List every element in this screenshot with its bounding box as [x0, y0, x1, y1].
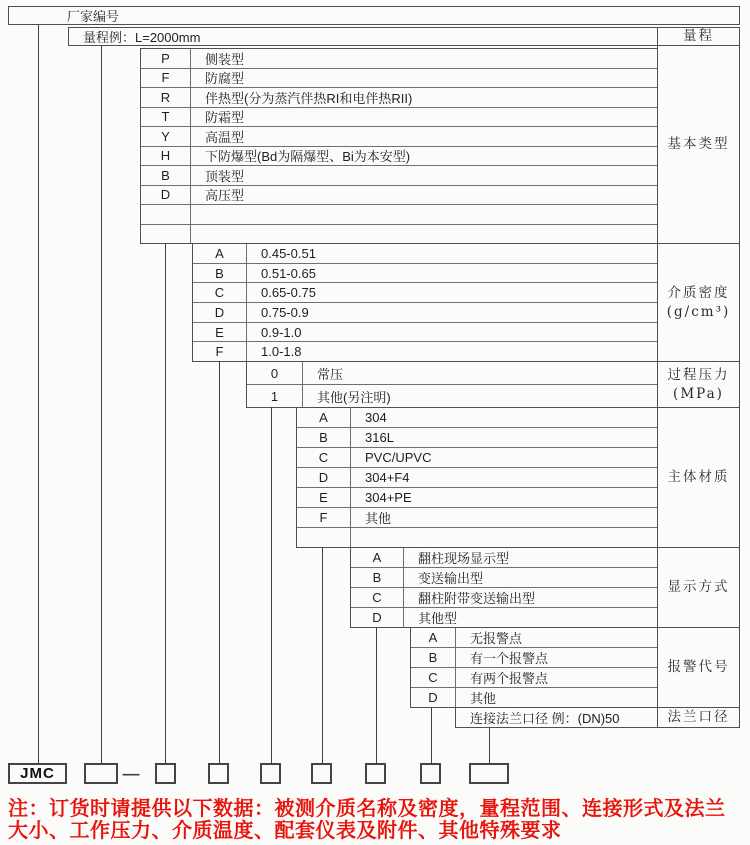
side-label-basic-type: 基本类型	[657, 45, 740, 244]
side-label-range: 量程	[657, 27, 740, 46]
table-row-empty	[297, 528, 657, 547]
desc-cell: 0.51-0.65	[261, 265, 316, 281]
table-row	[141, 49, 657, 69]
code-cell: D	[141, 186, 191, 205]
code-cell: B	[141, 166, 191, 185]
side-label-unit: (g/cm³)	[666, 303, 731, 320]
range-example-text: 量程例：L=2000mm	[83, 30, 201, 45]
code-cell	[297, 528, 351, 547]
table-row	[411, 688, 657, 707]
alarm-code-table	[410, 627, 658, 708]
code-cell: B	[351, 568, 404, 587]
desc-cell: 有一个报警点	[470, 651, 549, 666]
table-row	[193, 323, 657, 343]
table-row	[193, 303, 657, 323]
desc-cell: 伴热型(分为蒸汽伴热RI和电伴热RII)	[205, 90, 413, 106]
desc-cell: 0.45-0.51	[261, 245, 316, 261]
desc-cell: 下防爆型(Bd为隔爆型、Bi为本安型)	[205, 149, 411, 165]
table-row	[351, 548, 657, 568]
flange-size-row	[455, 707, 658, 728]
table-row	[141, 166, 657, 186]
model-prefix-box: JMC	[8, 763, 67, 784]
desc-cell: 0.9-1.0	[261, 324, 302, 340]
desc-cell: 高压型	[205, 188, 245, 204]
connector-display	[376, 627, 377, 763]
connector-material	[322, 547, 323, 763]
side-label-flange-size: 法兰口径	[657, 707, 740, 728]
code-cell: B	[193, 264, 247, 283]
manufacturer-code-label: 厂家编号	[67, 9, 120, 24]
code-cell: A	[297, 408, 351, 427]
display-mode-table	[350, 547, 658, 628]
medium-density-table	[192, 243, 658, 362]
table-row	[193, 342, 657, 361]
side-label-medium-density: 介质密度 (g/cm³)	[657, 243, 740, 362]
side-label-alarm-code: 报警代号	[657, 627, 740, 708]
table-row-empty	[141, 205, 657, 225]
code-cell: C	[351, 588, 404, 607]
code-separator-dash: —	[122, 763, 140, 783]
connector-basic-type	[165, 243, 166, 763]
code-cell: E	[193, 323, 247, 342]
code-box-display	[365, 763, 386, 784]
code-cell: D	[193, 303, 247, 322]
table-row	[297, 508, 657, 528]
desc-cell: 有两个报警点	[470, 671, 549, 686]
connector-alarm	[431, 707, 432, 763]
table-row	[193, 264, 657, 284]
table-row	[297, 448, 657, 468]
desc-cell: 翻柱现场显示型	[418, 551, 510, 566]
flange-size-text: 连接法兰口径 例：(DN)50	[470, 711, 620, 726]
desc-cell: PVC/UPVC	[365, 450, 432, 465]
table-row	[411, 628, 657, 648]
desc-cell: 高温型	[205, 129, 245, 145]
code-box-pressure	[260, 763, 281, 784]
code-box-alarm	[420, 763, 441, 784]
code-cell: A	[411, 628, 456, 647]
table-row	[297, 428, 657, 448]
desc-cell: 防腐型	[205, 71, 245, 87]
desc-cell: 其他	[470, 691, 497, 706]
desc-cell: 其他(另注明)	[317, 389, 391, 405]
code-cell: B	[297, 428, 351, 447]
desc-cell: 304+F4	[365, 470, 410, 485]
basic-type-table	[140, 48, 658, 244]
table-row-empty	[141, 225, 657, 244]
table-row	[193, 283, 657, 303]
desc-cell	[351, 528, 657, 547]
desc-cell: 0.65-0.75	[261, 285, 316, 301]
code-cell: C	[297, 448, 351, 467]
side-label-unit: (MPa)	[673, 385, 724, 402]
code-cell: D	[297, 468, 351, 487]
table-row	[247, 362, 657, 385]
table-row	[141, 69, 657, 89]
code-cell: H	[141, 147, 191, 166]
code-cell: P	[141, 49, 191, 68]
code-cell	[141, 225, 191, 244]
code-cell: C	[193, 283, 247, 302]
body-material-table	[296, 407, 658, 548]
manufacturer-code-row	[8, 6, 740, 25]
desc-cell: 其他型	[418, 611, 458, 626]
code-box-density	[208, 763, 229, 784]
code-cell: D	[411, 688, 456, 707]
table-row	[411, 668, 657, 688]
desc-cell: 304	[365, 410, 387, 425]
code-cell: D	[351, 608, 404, 627]
desc-cell: 变送输出型	[418, 571, 484, 586]
ordering-note-line2: 大小、工作压力、介质温度、配套仪表及附件、其他特殊要求	[8, 820, 562, 842]
desc-cell: 其他	[365, 511, 392, 526]
desc-cell: 防霜型	[205, 110, 245, 126]
code-cell: F	[193, 342, 247, 361]
table-row	[141, 88, 657, 108]
table-row	[141, 108, 657, 128]
connector-manufacturer	[38, 25, 39, 763]
table-row	[141, 147, 657, 167]
table-row	[411, 648, 657, 668]
code-box-material	[311, 763, 332, 784]
desc-cell: 0.75-0.9	[261, 304, 309, 320]
code-cell	[141, 205, 191, 224]
code-cell: T	[141, 108, 191, 127]
desc-cell: 1.0-1.8	[261, 344, 302, 360]
table-row	[193, 244, 657, 264]
connector-flange	[489, 727, 490, 763]
desc-cell: 316L	[365, 430, 394, 445]
connector-range	[101, 45, 102, 763]
code-cell: A	[193, 244, 247, 263]
code-box-flange	[469, 763, 509, 784]
desc-cell	[191, 205, 657, 224]
code-box-basic-type	[155, 763, 176, 784]
ordering-note	[8, 798, 726, 842]
table-row	[297, 488, 657, 508]
ordering-note-line1: 注：订货时请提供以下数据：被测介质名称及密度，量程范围、连接形式及法兰	[8, 798, 726, 820]
connector-density	[219, 361, 220, 763]
desc-cell: 侧装型	[205, 51, 245, 67]
process-pressure-table	[246, 361, 658, 408]
desc-cell: 顶装型	[205, 168, 245, 184]
table-row	[297, 408, 657, 428]
desc-cell	[191, 225, 657, 244]
side-label-body-material: 主体材质	[657, 407, 740, 548]
code-cell: F	[141, 69, 191, 88]
table-row	[141, 186, 657, 206]
code-cell: E	[297, 488, 351, 507]
table-row	[351, 608, 657, 627]
code-box-range	[84, 763, 118, 784]
table-row	[247, 385, 657, 407]
table-row	[297, 468, 657, 488]
table-row	[351, 588, 657, 608]
side-label-process-pressure: 过程压力 (MPa)	[657, 361, 740, 408]
code-cell: B	[411, 648, 456, 667]
code-cell: 1	[247, 385, 303, 407]
code-cell: 0	[247, 362, 303, 384]
connector-pressure	[271, 407, 272, 763]
code-cell: F	[297, 508, 351, 527]
code-cell: Y	[141, 127, 191, 146]
desc-cell: 常压	[317, 366, 344, 382]
range-example-row	[68, 27, 658, 46]
code-cell: R	[141, 88, 191, 107]
desc-cell: 无报警点	[470, 631, 523, 646]
side-label-display-mode: 显示方式	[657, 547, 740, 628]
code-cell: C	[411, 668, 456, 687]
code-cell: A	[351, 548, 404, 567]
table-row	[351, 568, 657, 588]
table-row	[141, 127, 657, 147]
desc-cell: 翻柱附带变送输出型	[418, 591, 536, 606]
desc-cell: 304+PE	[365, 490, 412, 505]
